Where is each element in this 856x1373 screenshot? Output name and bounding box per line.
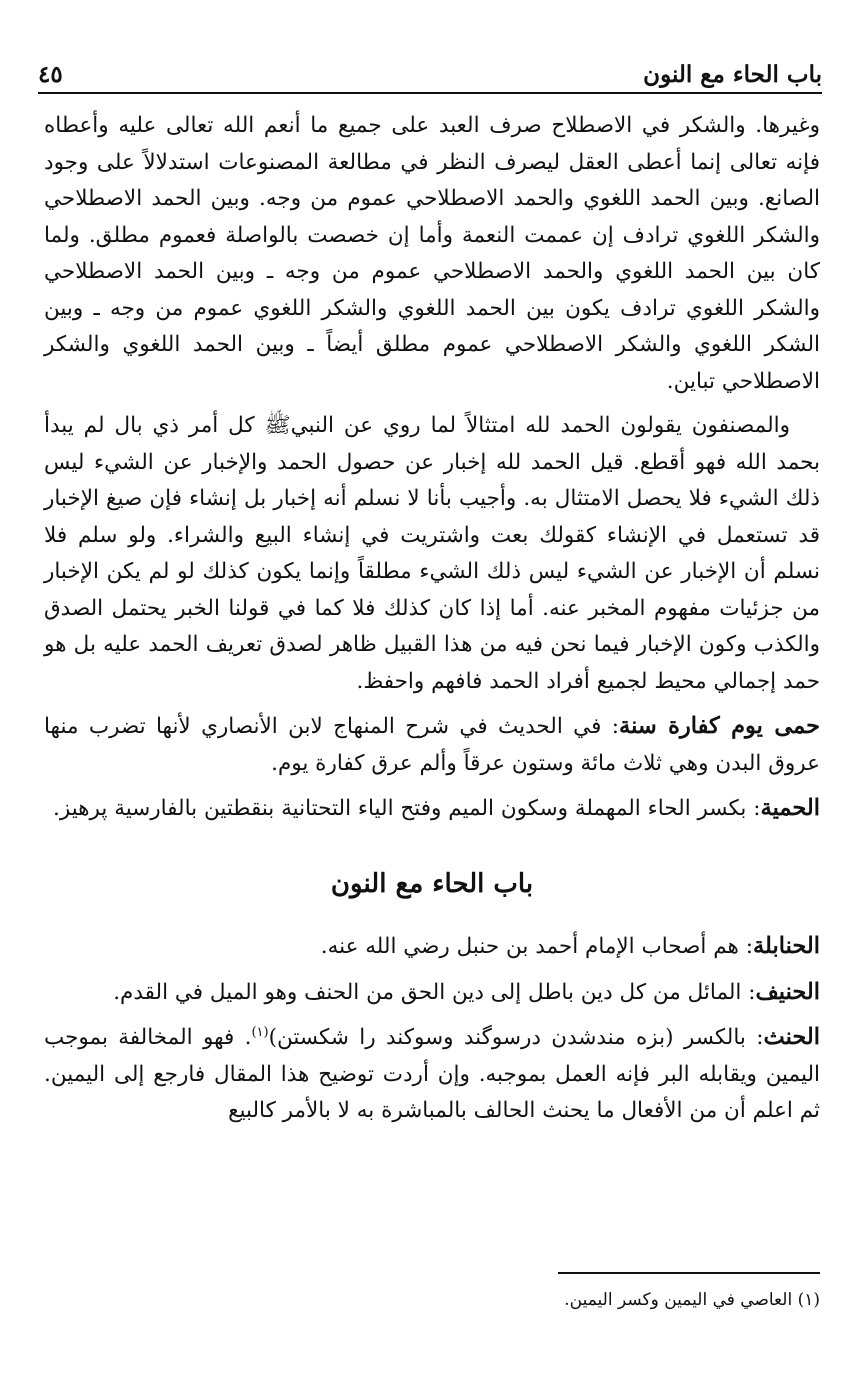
entry-definition-part-1: بالكسر (بزه مندشدن درسوگند وسوكند را شكستن)	[268, 1025, 746, 1050]
footnote	[44, 1288, 820, 1312]
entry-definition: المائل من كل دين باطل إلى دين الحق من الحنف وهو الميل في القدم.	[113, 979, 742, 1005]
running-title: باب الحاء مع النون	[643, 61, 822, 88]
entry-definition-part-2: . فهو المخالفة بموجب اليمين ويقابله البر فإنه العمل بموجبه. وإن أردت توضيح هذا المقال فارجع إلى اليمين. ثم اعلم أن من الأفعال ما يحنث الحالف بالمباشرة به لا بالأمر كالبيع	[44, 1025, 820, 1123]
footnote-reference[interactable]: (١)	[251, 1024, 269, 1040]
page-number: ٤٥	[38, 61, 63, 88]
footnote-marker: (١)	[797, 1290, 820, 1310]
entry-definition: في الحديث في شرح المنهاج لابن الأنصاري لأنها تضرب منها عروق البدن وهي ثلاث مائة وستون عرقاً وألم عرق كفارة يوم.	[44, 714, 820, 776]
entry-himya: الحمية: بكسر الحاء المهملة وسكون الميم وفتح الياء التحتانية بنقطتين بالفارسية پرهيز.	[53, 795, 820, 821]
paragraph-shukr: وغيرها. والشكر في الاصطلاح صرف العبد على جميع ما أنعم الله تعالى عليه وأعطاه فإنه تعالى إنما أعطى العقل ليصرف النظر في مطالعة المصنوعات استدلالاً على وجود الصانع. وبين الحمد اللغوي والحمد الاصطلاحي عموم من وجه. وبين الحمد الاصطلاحي والشكر اللغوي ترادف إن عممت النعمة وأما إن خصصت بالواصلة فعموم مطلق. ولما كان بين الحمد اللغوي والحمد الاصطلاحي عموم من وجه ـ وبين الحمد الاصطلاحي والشكر اللغوي ترادف يكون بين الحمد اللغوي والشكر اللغوي عموم من وجه ـ وبين الشكر اللغوي والشكر الاصطلاحي عموم مطلق أيضاً ـ وبين الحمد اللغوي والشكر الاصطلاحي تباين.	[44, 113, 820, 394]
entry-humma: حمى يوم كفارة سنة: في الحديث في شرح المنهاج لابن الأنصاري لأنها تضرب منها عروق البدن وهي ثلاث مائة وستون عرقاً وألم عرق كفارة يوم.	[44, 713, 820, 776]
entry-term: الحنيف	[755, 978, 820, 1005]
page-header	[38, 46, 822, 94]
entry-term: الحمية	[760, 795, 820, 821]
paragraph-musannifun: والمصنفون يقولون الحمد لله امتثالاً لما روي عن النبيﷺ كل أمر ذي بال لم يبدأ بحمد الله فهو أقطع. قيل الحمد لله إخبار عن حصول الحمد والإخبار عن الشيء ليس ذلك الشيء فلا يحصل الامتثال به. وأجيب بأنا لا نسلم أنه إخبار بل إنشاء فإن صيغ الإخبار قد تستعمل في الإنشاء كقولك بعت واشتريت في إنشاء البيع والشراء. ولو سلم فلا نسلم أن الإخبار عن الشيء ليس ذلك الشيء مطلقاً وإنما يكون كذلك لو لم يكن الإخبار من جزئيات مفهوم المخبر عنه. أما إذا كان كذلك فلا كما في قولنا الخبر يحتمل الصدق والكذب وكون الإخبار فيما نحن فيه من هذا القبيل ظاهر لصدق تعريف الحمد عليه بل هو حمد إجمالي محيط لجميع أفراد الحمد فافهم واحفظ.	[44, 413, 820, 694]
entry-definition: هم أصحاب الإمام أحمد بن حنبل رضي الله عنه.	[320, 934, 739, 959]
section-title: باب الحاء مع النون	[330, 868, 534, 899]
page-body	[44, 108, 820, 1138]
entry-term: حمى يوم كفارة سنة	[619, 713, 820, 739]
entry-term: الحنث	[763, 1024, 820, 1050]
entry-hinth: الحنث: بالكسر (بزه مندشدن درسوگند وسوكند را شكستن)$^{(١)}$. فهو المخالفة بموجب اليمين ويقابله البر فإنه العمل بموجبه. وإن أردت توضيح هذا المقال فارجع إلى اليمين. ثم اعلم أن من الأفعال ما يحنث الحالف بالمباشرة به لا بالأمر كالبيع	[44, 1024, 820, 1123]
entry-hanabila: الحنابلة: هم أصحاب الإمام أحمد بن حنبل رضي الله عنه.	[320, 933, 820, 959]
entry-hanif: الحنيف: المائل من كل دين باطل إلى دين الحق من الحنف وهو الميل في القدم.	[113, 978, 820, 1005]
entry-definition: بكسر الحاء المهملة وسكون الميم وفتح الياء التحتانية بنقطتين بالفارسية پرهيز.	[53, 796, 747, 821]
entry-term: الحنابلة	[752, 933, 820, 959]
footnote-divider	[558, 1272, 820, 1274]
footnote-text: العاصي في اليمين وكسر اليمين.	[564, 1290, 793, 1310]
